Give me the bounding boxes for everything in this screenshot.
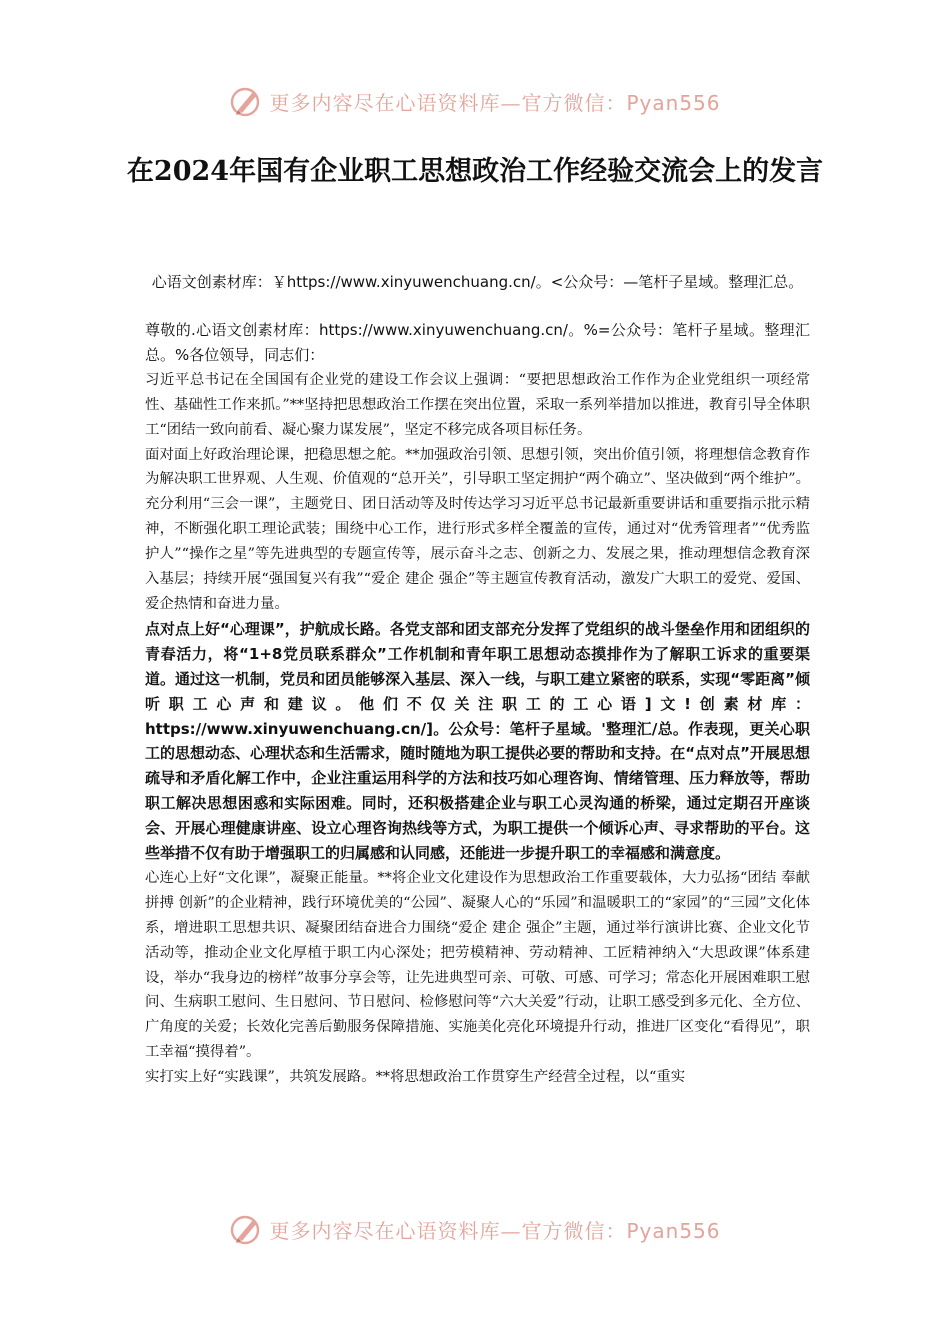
practice-paragraph: 实打实上好“实践课”，共筑发展路。**将思想政治工作贯穿生产经营全过程，以“重实 [145, 1069, 686, 1086]
document-body [145, 318, 810, 1090]
document-title: 在2024年国有企业职工思想政治工作经验交流会上的发言 [126, 156, 824, 187]
culture-paragraph: 心连心上好“文化课”，凝聚正能量。**将企业文化建设作为思想政治工作重要载体，大力弘扬“团结 奉献 拼搏 创新”的企业精神，践行环境优美的“公园”、凝聚人心的“乐园”和温暖职工的“家园”的“三园”文化体系，增进职工思想共识、凝聚团结奋进合力围绕“爱企 建企 强企”主题，通过举行演讲比赛、企业文化节活动等，推动企业文化厚植于职工内心深处；把劳模精神、劳动精神、工匠精神纳入“大思政课”体系建设，举办“我身边的榜样”故事分享会等，让先进典型可亲、可敬、可感、可学习；常态化开展困难职工慰问、生病职工慰问、生日慰问、节日慰问、检修慰问等“六大关爱”行动，让职工感受到多元化、全方位、广角度的关爱；长效化完善后勤服务保障措施、实施美化亮化环境提升行动，推进厂区变化“看得见”，职工幸福“摸得着”。 [145, 869, 810, 1061]
watermark-banner-top [0, 84, 950, 118]
political-theory-paragraph: 面对面上好政治理论课，把稳思想之舵。**加强政治引领、思想引领，突出价值引领，将理想信念教育作为解决职工世界观、人生观、价值观的“总开关”，引导职工坚定拥护“两个确立”、坚决做到“两个维护”。充分利用“三会一课”，主题党日、团日活动等及时传达学习习近平总书记最新重要讲话和重要指示批示精神，不断强化职工理论武装；围绕中心工作，进行形式多样全覆盖的宣传，通过对“优秀管理者”“优秀监护人”“操作之星”等先进典型的专题宣传等，展示奋斗之志、创新之力、发展之果，推动理想信念教育深入基层；持续开展“强国复兴有我”“爱企 建企 强企”等主题宣传教育活动，激发广大职工的爱党、爱国、爱企热情和奋进力量。 [145, 446, 810, 612]
pen-logo-icon [229, 84, 263, 118]
pen-logo-icon [229, 1212, 263, 1246]
watermark-text: 更多内容尽在心语资料库—官方微信：Pyan556 [269, 1218, 721, 1243]
intro-paragraph: 习近平总书记在全国国有企业党的建设工作会议上强调：“要把思想政治工作作为企业党组织一项经常性、基础性工作来抓。”**坚持把思想政治工作摆在突出位置，采取一系列举措加以推进，教育引导全体职工“团结一致向前看、凝心聚力谋发展”，坚定不移完成各项目标任务。 [145, 371, 810, 438]
psychology-paragraph: 点对点上好“心理课”，护航成长路。各党支部和团支部充分发挥了党组织的战斗堡垒作用和团组织的青春活力，将“1+8党员联系群众”工作机制和青年职工思想动态摸排作为了解职工诉求的重要渠道。通过这一机制，党员和团员能够深入基层、深入一线，与职工建立紧密的联系，实现“零距离”倾听职工心声和建议。他们不仅关注职工的工心语]文!创素材库：https://www.xinyuwenchuang.cn/]。公众号：笔杆子星域。'整理汇/总。作表现，更关心职工的思想动态、心理状态和生活需求，随时随地为职工提供必要的帮助和支持。在“点对点”开展思想疏导和矛盾化解工作中，企业注重运用科学的方法和技巧如心理咨询、情绪管理、压力释放等，帮助职工解决思想困惑和实际困难。同时，还积极搭建企业与职工心灵沟通的桥梁，通过定期召开座谈会、开展心理健康讲座、设立心理咨询热线等方式，为职工提供一个倾诉心声、寻求帮助的平台。这些举措不仅有助于增强职工的归属感和认同感，还能进一步提升职工的幸福感和满意度。 [145, 619, 810, 863]
watermark-text: 更多内容尽在心语资料库—官方微信：Pyan556 [269, 90, 721, 115]
source-line: 心语文创素材库：￥https://www.xinyuwenchuang.cn/。<公众号：—笔杆子星域。整理汇总。 [151, 273, 804, 291]
watermark-banner-bottom [0, 1212, 950, 1246]
salutation-paragraph: 尊敬的.心语文创素材库：https://www.xinyuwenchuang.cn/。%=公众号：笔杆子星域。整理汇总。%各位领导，同志们： [145, 321, 810, 364]
